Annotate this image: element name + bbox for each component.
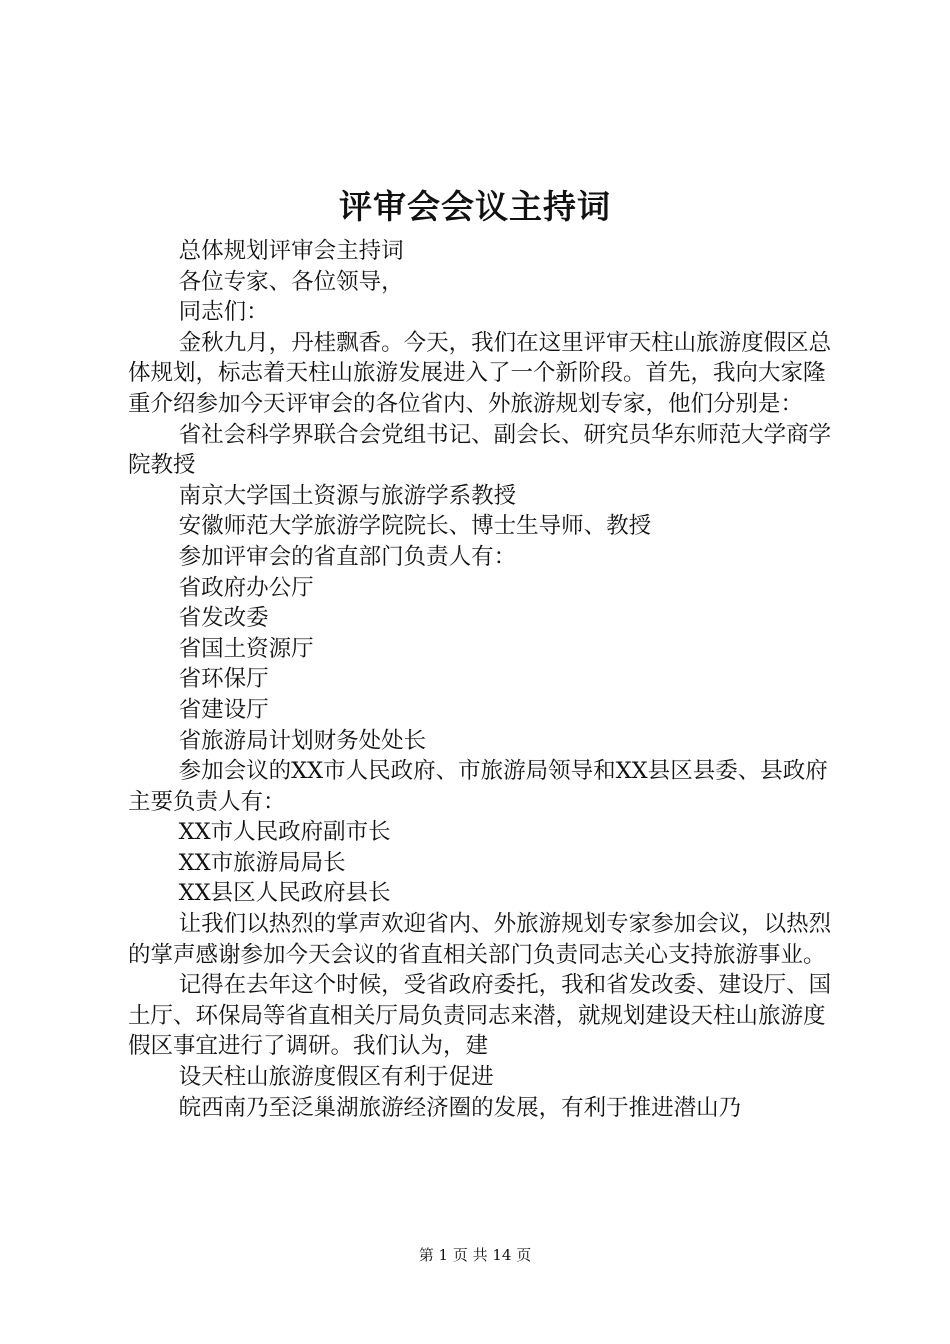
paragraph: XX县区人民政府县长 [178, 880, 391, 907]
paragraph: 让我们以热烈的掌声欢迎省内、外旅游规划专家参加会议，以热烈的掌声感谢参加今天会议的省直相关部门负责同志关心支持旅游事业。 [128, 911, 832, 968]
paragraph: 省环保厅 [178, 666, 269, 693]
paragraph: 南京大学国土资源与旅游学系教授 [178, 482, 517, 509]
paragraph: 省旅游局计划财务处处长 [178, 727, 427, 754]
document-body [128, 236, 838, 1123]
paragraph: 省发改委 [178, 605, 269, 632]
paragraph: 金秋九月，丹桂飘香。今天，我们在这里评审天柱山旅游度假区总体规划，标志着天柱山旅游发展进入了一个新阶段。首先，我向大家隆重介绍参加今天评审会的各位省内、外旅游规划专家，他们分别是： [128, 329, 832, 417]
page-title: 评审会会议主持词 [339, 187, 611, 226]
paragraph: 皖西南乃至泛巢湖旅游经济圈的发展，有利于推进潜山乃 [178, 1094, 742, 1121]
paragraph: XX市旅游局局长 [178, 849, 346, 876]
paragraph: 同志们： [178, 299, 269, 326]
paragraph: 设天柱山旅游度假区有利于促进 [178, 1064, 494, 1091]
paragraph: 记得在去年这个时候，受省政府委托，我和省发改委、建设厅、国土厅、环保局等省直相关厅局负责同志来潜，就规划建设天柱山旅游度假区事宜进行了调研。我们认为，建 [128, 972, 832, 1060]
paragraph: 总体规划评审会主持词 [178, 238, 404, 264]
page-number-footer: 第 1 页 共 14 页 [418, 1246, 532, 1264]
paragraph: XX市人民政府副市长 [178, 819, 391, 846]
paragraph: 省建设厅 [178, 696, 269, 723]
paragraph: 参加会议的XX市人民政府、市旅游局领导和XX县区县委、县政府主要负责人有： [128, 758, 828, 815]
paragraph: 安徽师范大学旅游学院院长、博士生导师、教授 [178, 513, 652, 540]
paragraph: 省政府办公厅 [178, 574, 314, 601]
paragraph: 参加评审会的省直部门负责人有： [178, 543, 517, 570]
paragraph: 各位专家、各位领导， [178, 268, 404, 295]
paragraph: 省国土资源厅 [178, 635, 314, 662]
paragraph: 省社会科学界联合会党组书记、副会长、研究员华东师范大学商学院教授 [128, 421, 832, 479]
